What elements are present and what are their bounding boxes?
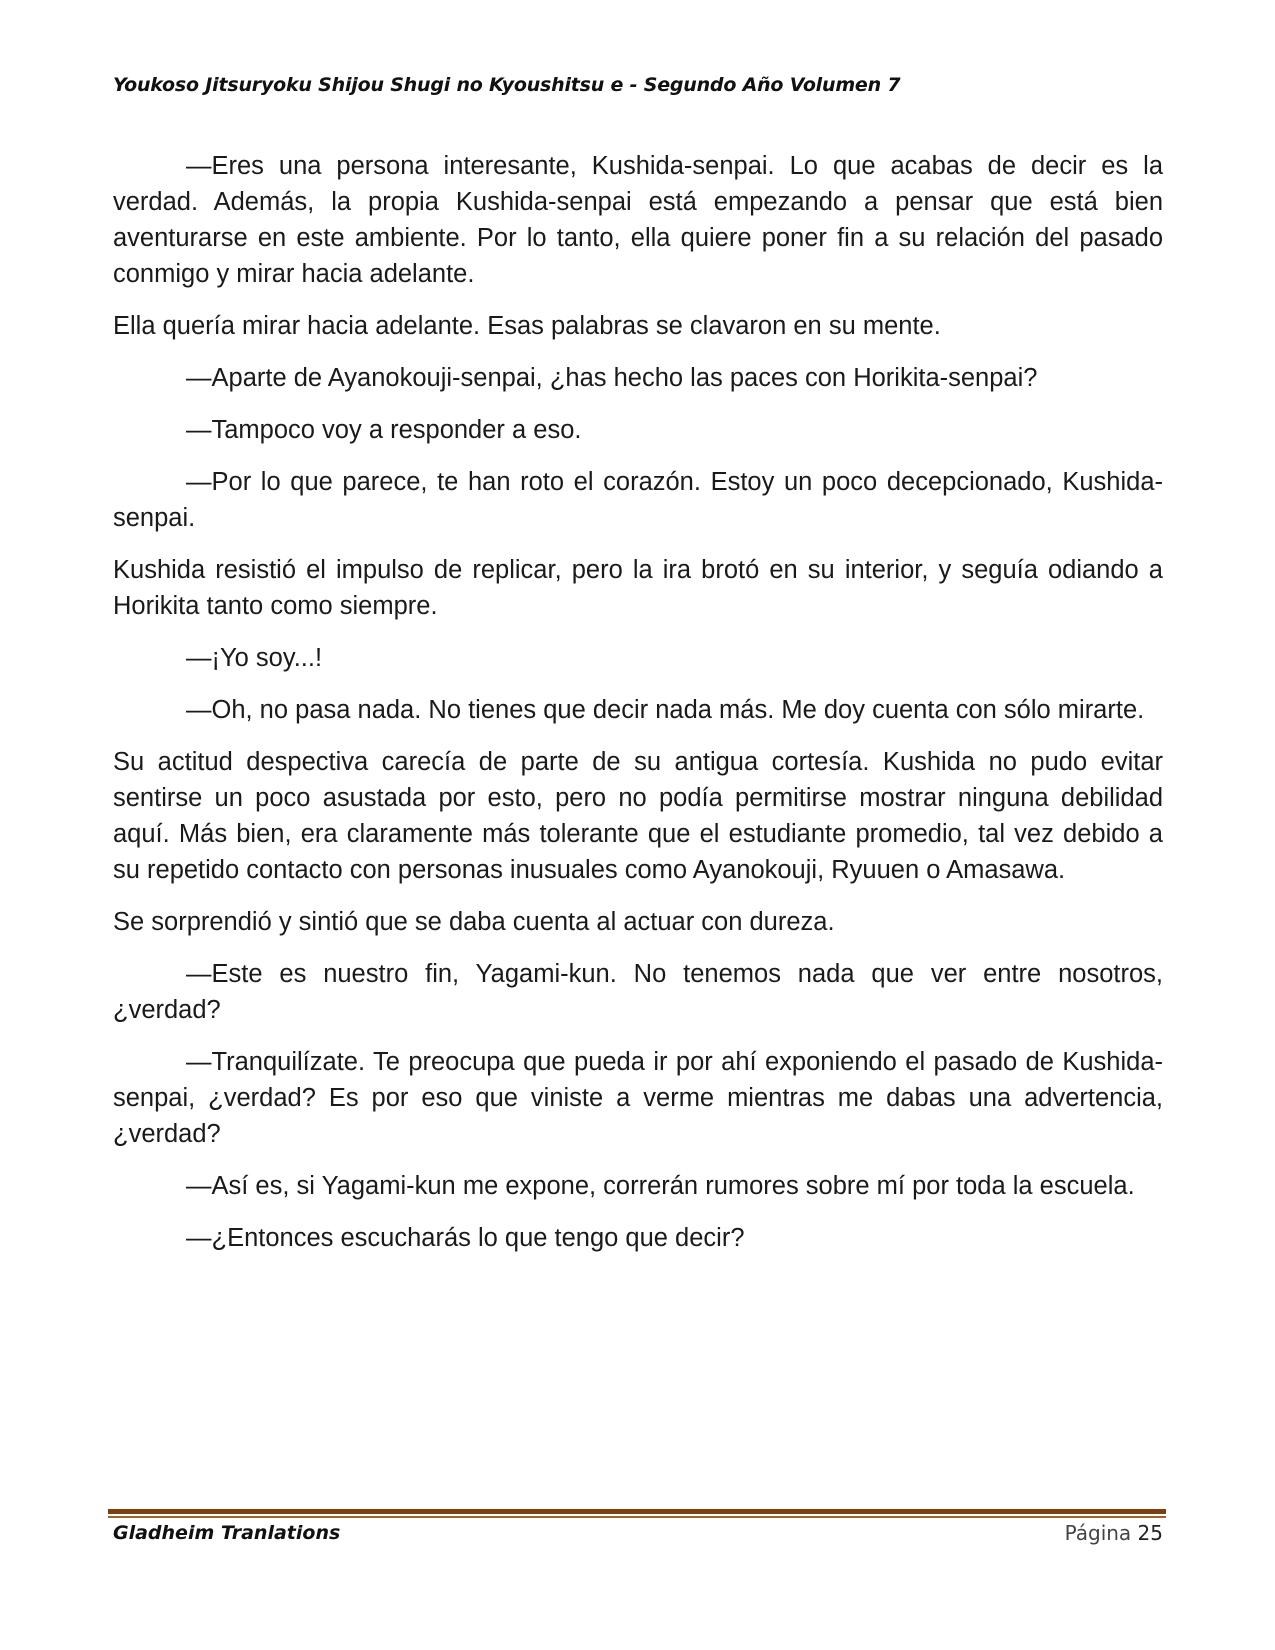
paragraph-dialogue: —¡Yo soy...!: [186, 644, 323, 672]
paragraph-dialogue: —Tampoco voy a responder a eso.: [186, 416, 582, 444]
translator-credit: Gladheim Tranlations: [113, 1522, 341, 1544]
paragraph-dialogue: —Oh, no pasa nada. No tienes que decir nada más. Me doy cuenta con sólo mirarte.: [186, 696, 1145, 724]
paragraph-dialogue: —Por lo que parece, te han roto el corazón. Estoy un poco decepcionado, Kushida-senpai.: [113, 468, 1163, 532]
paragraph-dialogue: —Este es nuestro fin, Yagami-kun. No tenemos nada que ver entre nosotros, ¿verdad?: [113, 960, 1163, 1024]
paragraph-dialogue: —Así es, si Yagami-kun me expone, correrán rumores sobre mí por toda la escuela.: [186, 1172, 1135, 1200]
paragraph-dialogue: —Tranquilízate. Te preocupa que pueda ir por ahí exponiendo el pasado de Kushida-senpai, ¿verdad? Es por eso que viniste a verme mientras me dabas una advertencia, ¿verdad?: [113, 1048, 1163, 1148]
footer-divider-thick: [108, 1509, 1166, 1514]
page-header: Youkoso Jitsuryoku Shijou Shugi no Kyoushitsu e - Segundo Año Volumen 7: [113, 74, 901, 96]
paragraph-narration: Se sorprendió y sintió que se daba cuenta al actuar con dureza.: [113, 908, 835, 936]
footer-divider: [108, 1509, 1166, 1518]
page-number-value: 25: [1137, 1521, 1163, 1545]
paragraph-dialogue: —Aparte de Ayanokouji-senpai, ¿has hecho las paces con Horikita-senpai?: [186, 364, 1038, 392]
paragraph-narration: Kushida resistió el impulso de replicar, pero la ira brotó en su interior, y seguía odiando a Horikita tanto como siempre.: [113, 556, 1163, 620]
page-label: Página: [1064, 1521, 1132, 1545]
paragraph-narration: Ella quería mirar hacia adelante. Esas palabras se clavaron en su mente.: [113, 312, 941, 340]
footer-divider-thin: [108, 1516, 1166, 1518]
paragraph-dialogue: —Eres una persona interesante, Kushida-senpai. Lo que acabas de decir es la verdad. Además, la propia Kushida-senpai está empezando a pensar que está bien aventurarse en este ambiente. Por lo tanto, ella quiere poner fin a su relación del pasado conmigo y mirar hacia adelante.: [113, 152, 1163, 288]
paragraph-narration: Su actitud despectiva carecía de parte de su antigua cortesía. Kushida no pudo evitar sentirse un poco asustada por esto, pero no podía permitirse mostrar ninguna debilidad aquí. Más bien, era claramente más tolerante que el estudiante promedio, tal vez debido a su repetido contacto con personas inusuales como Ayanokouji, Ryuuen o Amasawa.: [113, 748, 1163, 884]
page-number: [1065, 1521, 1163, 1545]
paragraph-dialogue: —¿Entonces escucharás lo que tengo que decir?: [186, 1224, 745, 1252]
body-text: [113, 148, 1163, 1272]
